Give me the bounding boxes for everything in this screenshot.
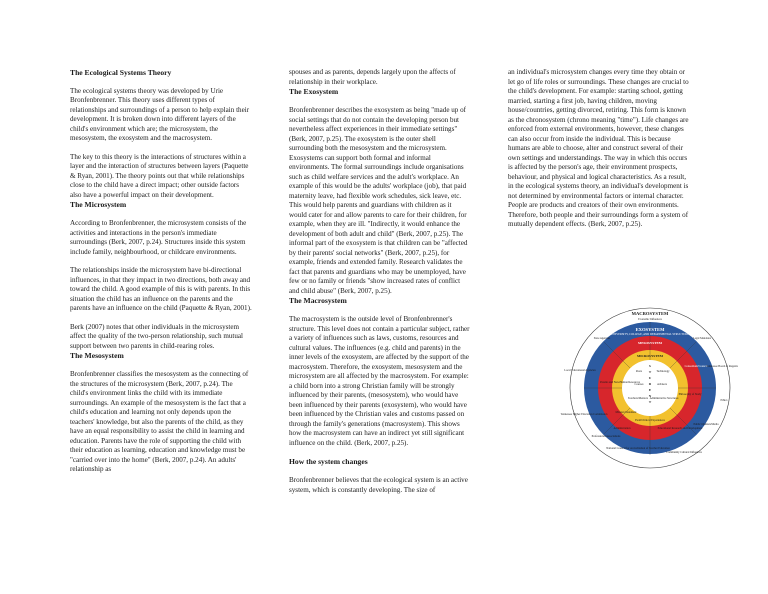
- exo-item: Consortium/Council: [684, 365, 708, 368]
- micro-item: Peers: [635, 370, 643, 373]
- exo-item: Legal Mandates: [693, 337, 711, 340]
- section-heading-system-changes: How the system changes: [289, 457, 368, 466]
- paragraph: Bronfenbrenner describes the exosystem as being "made up of social settings that do not contain the developing person but nevertheless affect experiences in their immediate settings" (Berk, 2007, p.25). The exosystem is the outer shell surrounding both the mesosystem and the microsystem. Exosystems can support both formal and informal environments. The formal surroundings include organisations such as child welfare services and the adult's workplace. An example of this would be the adults' workplace (job), that paid maternity leave, had flexible work schedules, sick leave, etc. This would help parents and guardians with children as it would cater for and allow parents to care for their children, for example, when they are ill. "Indirectly, it would enhance the development of both adult and child" (Berk, 2007, p.25). The informal part of the exosystem is that children can be "affected by their parents' social networks" (Berk, 2007, p.25), for example, friends and extended family. Research validates the fact that parents and guardians who may be unemployed, have few or no family or friends "show increased rates of conflict and child abuse" (Berk, 2007, p.25).: [289, 106, 468, 295]
- ecological-diagram-svg: [560, 305, 738, 470]
- exo-item: National Council for Accreditation of Teacher Education: [606, 447, 670, 450]
- microsystem-label: MICROSYSTEM: [637, 354, 663, 358]
- paragraph: spouses and as parents, depends largely upon the affects of relationship in their workplace.: [289, 68, 456, 86]
- student-letter: D: [648, 382, 652, 386]
- paragraph: Bronfenbrenner classifies the mesosystem as the connecting of the structures of the microsystem (Berk, 2007, p.24). The child's environment links the child with its immediate surroundings. An example of the mesosystem is the fact that a child's education and learning not only depends upon the teachers' knowledge, but also the parents of the child, as they have an equal responsibility to assist the child in learning and education. Parents have the role of supporting the child with their education as learning, education and knowledge must be "carried over into the home" (Berk, 2007, p.24). An adults' relationship as: [70, 370, 249, 473]
- paragraph: According to Bronfenbrenner, the microsystem consists of the activities and interactions in the person's immediate surroundings (Berk, 2007, p.24). Structures inside this system include family, neighbourhood, or childcare environments.: [70, 219, 247, 256]
- meso-item: Parents and Non-Human Resources: [600, 381, 640, 384]
- paragraph: The key to this theory is the interactions of structures within a layer and the interaction of structures between layers (Paquette & Ryan, 2001). The theory points out that while relationships close to the child have a direct impact; other outside factors also have a powerful impact on their development.: [70, 152, 249, 199]
- micro-item: Technology: [656, 370, 670, 373]
- paragraph: Berk (2007) notes that other individuals in the microsystem affect the quality of the two-person relationship, such mutual support between two parents in child-rearing roles.: [70, 322, 244, 350]
- student-letter: S: [649, 364, 651, 368]
- exo-item: Tennessee Board of Regents: [706, 365, 738, 368]
- section-heading-exosystem: The Exosystem: [289, 87, 339, 96]
- ecological-systems-diagram: [560, 305, 738, 470]
- exosystem-sublabel: UNIVERSITY, COLLEGE, AND DEPARTMENTAL STRUCTURE: [611, 333, 689, 336]
- paragraph: an individual's microsystem changes every time they obtain or let go of life roles or surroundings. These changes are crucial to the child's development. For example: starting school, getting married, starting a first job, having children, moving house/countries, getting divorced, retiring. This form is known as the chronosystem (chrono meaning "time"). Life changes are enforced from external environments, however, these changes can also occur from inside the individual. This is because humans are able to choose, alter and construct several of their own settings and understandings. The way in which this occurs is affected by the person's age, their environment prospects, behaviour, and physical and logical characteristics. As a result, in the ecological systems theory, an individual's development is not determined by environmental factors or internal character. People are products and creators of their own environments. Therefore, both people and their surroundings form a system of mutually dependent effects. (Berk, 2007, p.25).: [508, 68, 689, 228]
- student-letter: T: [648, 370, 652, 374]
- paragraph: The ecological systems theory was developed by Urie Bronfenbrenner. This theory uses different types of relationships and surroundings of a person to help explain their development. It is broken down into different layers of the child's environment which are; the microsystem, the mesosystem, the exosystem and the macrosystem.: [70, 86, 250, 142]
- section-heading-macrosystem: The Macrosystem: [289, 296, 347, 305]
- micro-item: Teachers/Mentors: [628, 397, 648, 400]
- exo-item: Community Cultural Influences: [666, 451, 702, 454]
- column-3: [508, 68, 690, 239]
- exo-item: Ethics: [720, 399, 728, 402]
- meso-item: Field/Clinical Experiences: [635, 419, 665, 422]
- macrosystem-label: MACROSYSTEM: [631, 311, 669, 316]
- student-letter: T: [648, 400, 652, 404]
- exo-item: State Agencies: [593, 337, 611, 340]
- exosystem-label: EXOSYSTEM: [635, 327, 665, 332]
- exo-item: Tennessee Higher Education Commission: [560, 413, 608, 416]
- macro-item: Educational Research and Development: [657, 427, 703, 430]
- exo-item: Local Educational Agencies: [564, 369, 596, 372]
- macro-item: Philosophy of Study: [678, 393, 702, 396]
- column-2: [289, 68, 471, 504]
- section-heading-microsystem: The Microsystem: [70, 200, 127, 209]
- student-letter: N: [648, 394, 652, 398]
- student-letter: U: [648, 376, 652, 380]
- mesosystem-label: MESOSYSTEM: [638, 341, 662, 345]
- paragraph: Bronfenbrenner believes that the ecological system is an active system, which is constantly developing. The size of: [289, 476, 468, 494]
- micro-item: Advisors: [656, 383, 668, 386]
- paragraph: The macrosystem is the outside level of Bronfenbrenner's structure. This level does not contain a particular subject, rather a variety of influences such as laws, customs, resources and cultural values. The influences (e.g. child and parents) in the inner levels of the exosystem, are affected by the support of the macrosystem. Therefore, the exosystem, mesosystem and the microsystem are all affected by the macrosystem. For example: a child born into a strong Christian family will be strongly influenced by their parents, (mesosystem), who would have been influenced by their parents (exosystem), who would have been influenced by the Christian vales and customs passed on through the family's generations (macrosystem). This shows how the macrosystem can have an indirect yet still significant influence on the child. (Berk, 2007, p.25).: [289, 315, 470, 447]
- micro-item: Courses: [634, 383, 644, 386]
- document-title: The Ecological Systems Theory: [70, 68, 172, 77]
- macro-item: Administration: [613, 427, 631, 430]
- section-heading-mesosystem: The Mesosystem: [70, 351, 124, 360]
- exo-item: Professional Associations: [591, 435, 621, 438]
- exo-item: Economic Influences: [638, 318, 662, 321]
- paragraph: The relationships inside the microsystem have bi-directional influences, in that they impact in two directions, both away and toward the child. A good example of this is with parents. In this situation the child has an influence on the parents and the parents have an influence on the child (Paquette & Ryan, 2001).: [70, 266, 252, 312]
- column-1: [70, 68, 252, 484]
- exo-item: Public Opinion/Media: [693, 423, 719, 426]
- student-letter: E: [648, 388, 652, 392]
- meso-item: Mission Statement: [615, 411, 637, 414]
- micro-item: Administrative Structures: [649, 397, 679, 400]
